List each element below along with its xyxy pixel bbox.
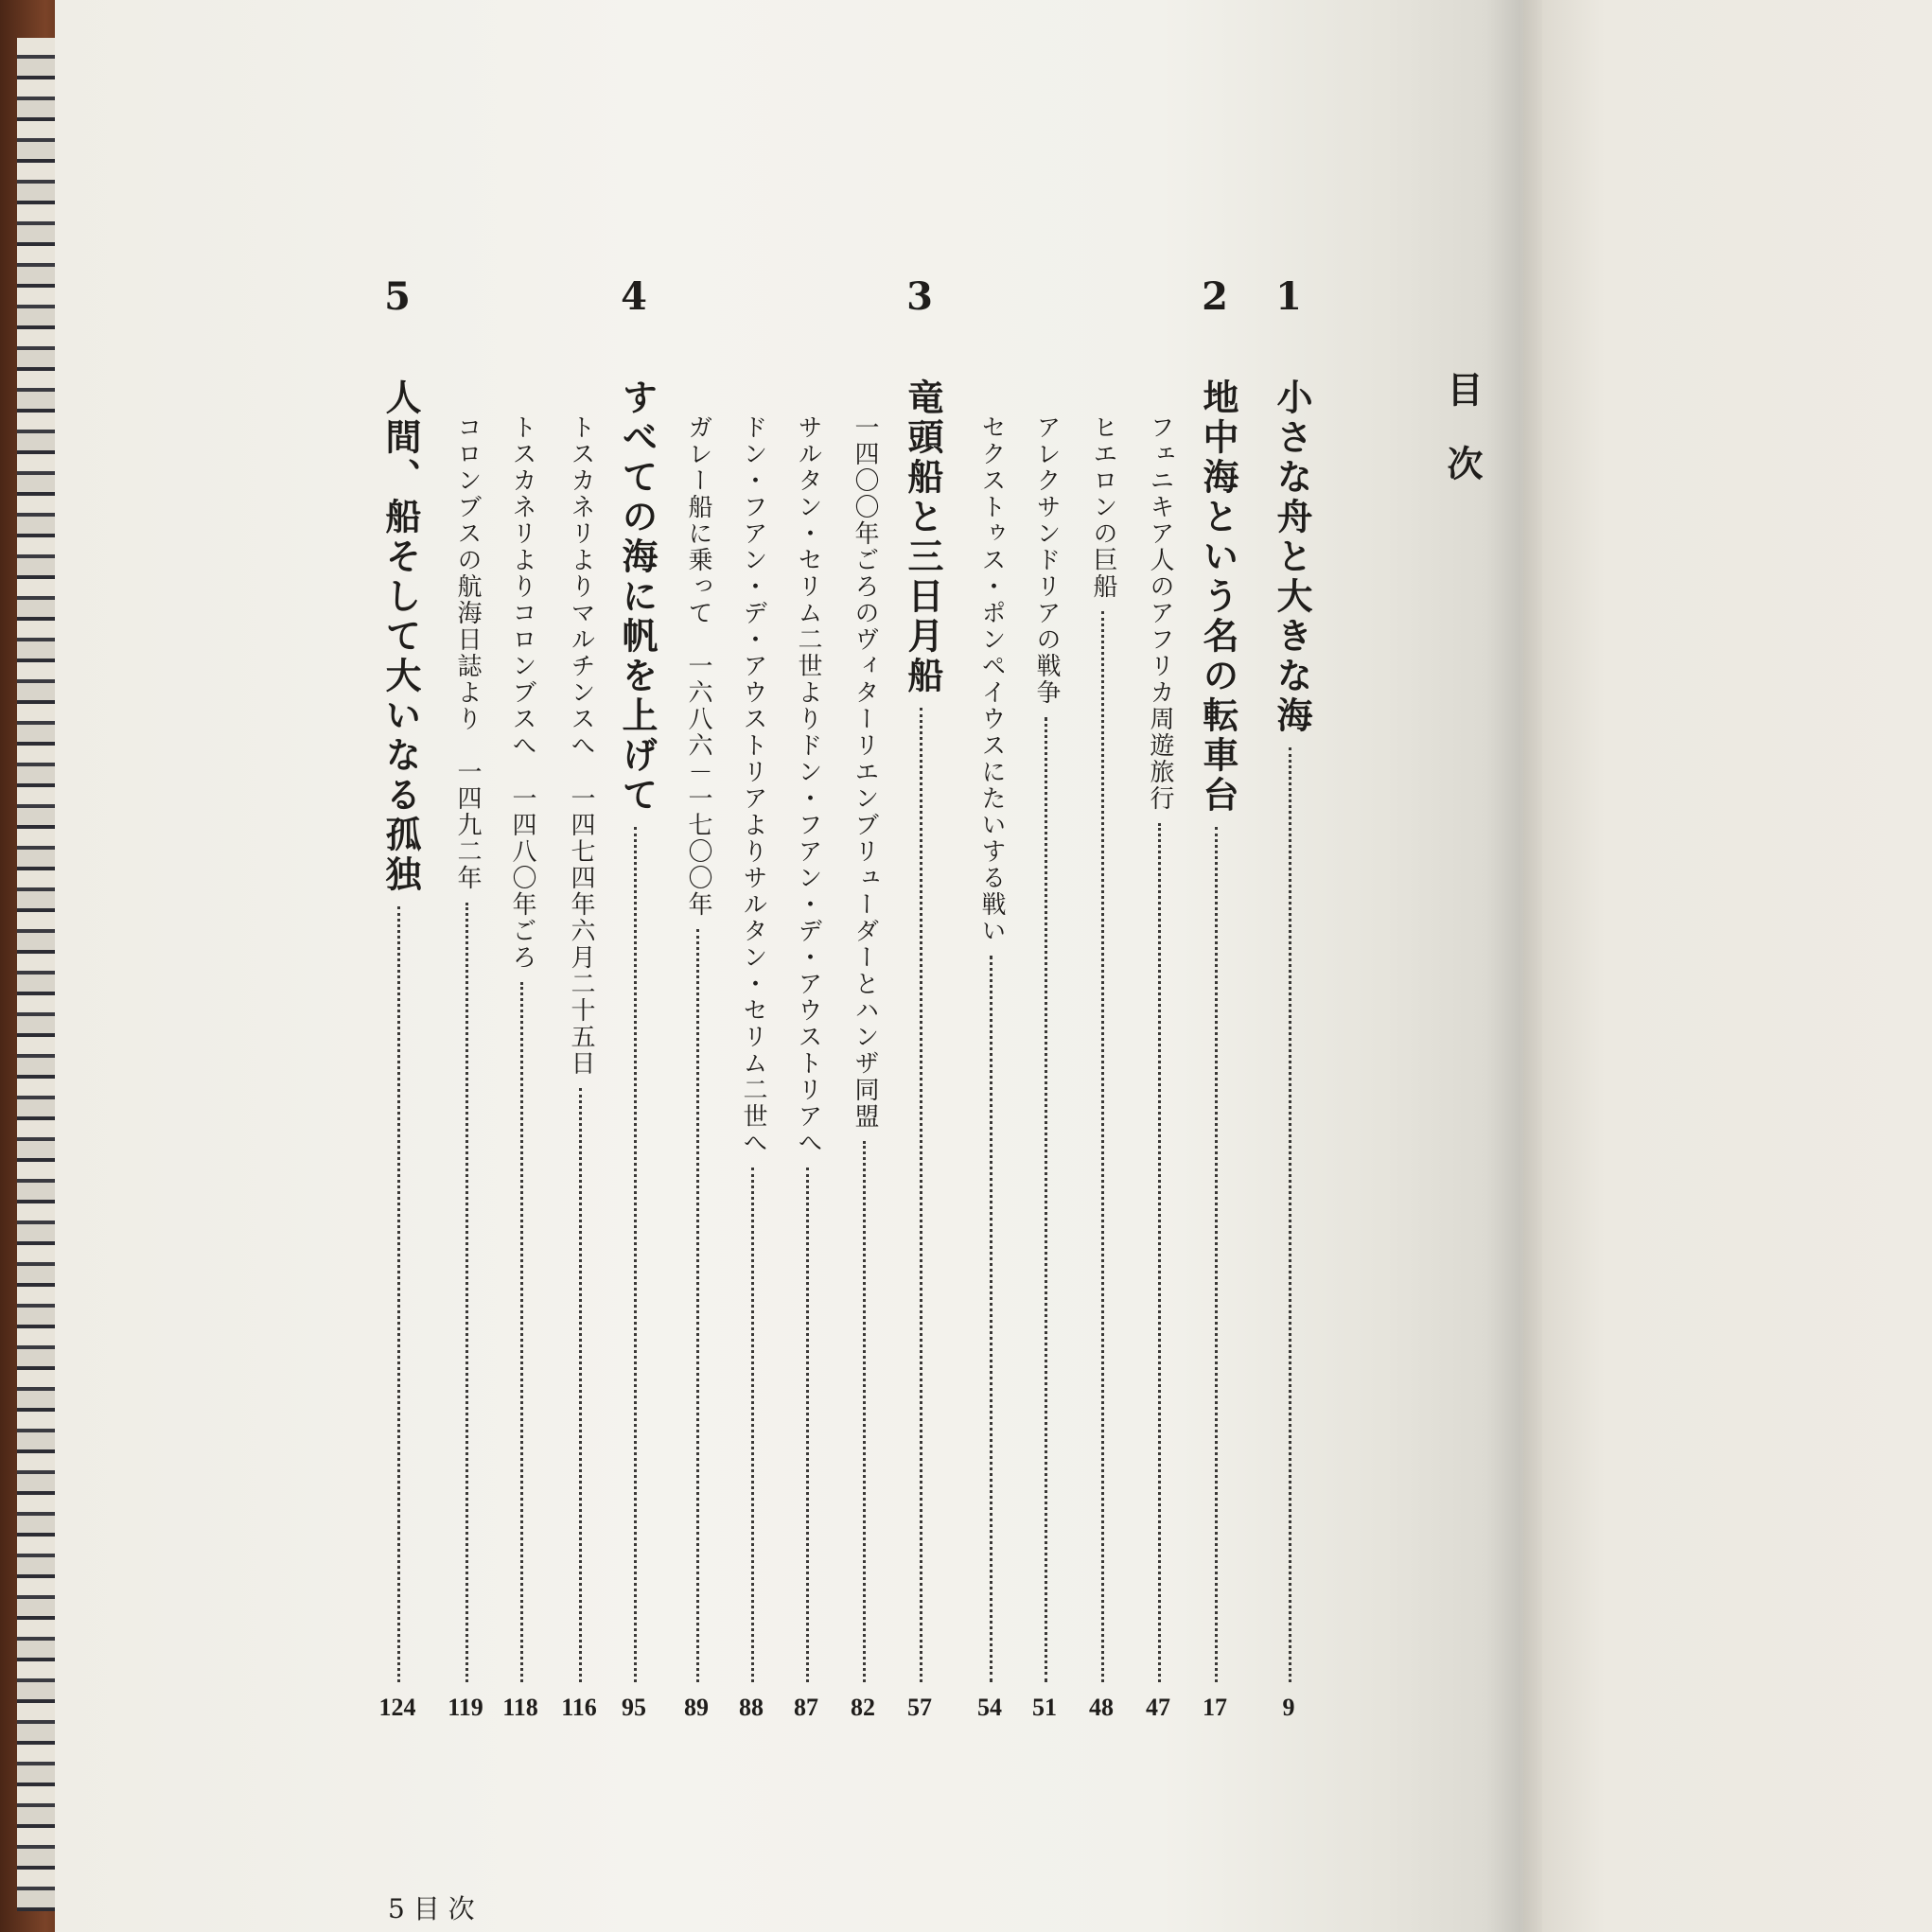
entry-title: セクストゥス・ポンペイウスにたいする戦い [977, 414, 1006, 944]
entry-title: ドン・フアン・デ・アウストリアよりサルタン・セリム二世へ [739, 414, 767, 1156]
toc-entry[interactable] [377, 274, 422, 1817]
dot-leader [806, 1168, 809, 1682]
chapter-number: 2 [1202, 274, 1228, 319]
page-number: 57 [907, 1694, 932, 1721]
toc-entry[interactable] [613, 274, 659, 1817]
page-number: 51 [1032, 1694, 1057, 1721]
chapter-number: 3 [906, 274, 933, 319]
dot-leader [696, 929, 699, 1682]
entry-title: サルタン・セリム二世よりドン・フアン・デ・アウストリアへ [794, 414, 822, 1156]
dot-leader [520, 982, 523, 1682]
dot-leader [863, 1141, 866, 1682]
dot-leader [634, 827, 637, 1682]
toc-entry[interactable] [1024, 284, 1065, 1817]
toc-entry[interactable] [500, 284, 541, 1817]
entry-title: ヒエロンの巨船 [1089, 414, 1117, 600]
dot-leader [1158, 823, 1161, 1682]
entry-title: トスカネリよりマルチンスへ 一四七四年六月二十五日 [567, 414, 595, 1077]
page-number: 95 [622, 1694, 646, 1721]
page-number: 88 [739, 1694, 764, 1721]
page-number: 48 [1089, 1694, 1114, 1721]
dot-leader [920, 708, 922, 1682]
entry-title: 竜頭船と三日月船 [902, 378, 944, 696]
toc-entry[interactable] [676, 284, 717, 1817]
chapter-number: 5 [384, 274, 411, 319]
page-number: 118 [502, 1694, 538, 1721]
page-number: 47 [1146, 1694, 1170, 1721]
dot-leader [1045, 717, 1047, 1682]
toc-entry[interactable] [842, 284, 884, 1817]
dot-leader [465, 903, 468, 1682]
toc-entry[interactable] [558, 284, 600, 1817]
page-fold-shadow [1485, 0, 1542, 1932]
entry-title: 人間、船そして大いなる孤独 [379, 378, 422, 895]
chapter-number: 4 [621, 274, 647, 319]
page-number: 119 [448, 1694, 483, 1721]
page-number: 17 [1203, 1694, 1227, 1721]
dot-leader [579, 1088, 582, 1682]
page-number: 89 [684, 1694, 709, 1721]
toc-entry[interactable] [1268, 274, 1313, 1817]
toc-entry[interactable] [969, 284, 1010, 1817]
page-number: 82 [851, 1694, 875, 1721]
page-number: 87 [794, 1694, 818, 1721]
toc-entry[interactable] [445, 284, 486, 1817]
toc-heading: 目次 [1441, 371, 1484, 518]
chapter-number: 1 [1275, 274, 1302, 319]
entry-title: 小さな舟と大きな海 [1271, 378, 1313, 736]
toc-entry[interactable] [730, 284, 772, 1817]
dot-leader [1215, 827, 1218, 1682]
page-number: 54 [977, 1694, 1002, 1721]
toc-entry[interactable] [899, 274, 944, 1817]
entry-title: コロンブスの航海日誌より 一四九二年 [453, 414, 482, 891]
entry-title: トスカネリよりコロンブスへ 一四八〇年ごろ [508, 414, 536, 971]
toc-entry[interactable] [785, 284, 827, 1817]
entry-title: アレクサンドリアの戦争 [1032, 414, 1061, 706]
toc-entry[interactable] [1137, 284, 1179, 1817]
page-number: 116 [561, 1694, 597, 1721]
entry-title: 一四〇〇年ごろのヴィターリエンブリューダーとハンザ同盟 [851, 414, 879, 1130]
entry-title: 地中海という名の転車台 [1197, 378, 1239, 816]
opposite-page [1523, 0, 1932, 1932]
dot-leader [751, 1168, 754, 1682]
page-footer: 5 目 次 [388, 1893, 475, 1924]
dot-leader [1101, 611, 1104, 1682]
dot-leader [397, 906, 400, 1682]
toc-entry[interactable] [1080, 284, 1122, 1817]
entry-title: フェニキア人のアフリカ周遊旅行 [1146, 414, 1174, 812]
entry-title: ガレー船に乗って 一六八六－一七〇〇年 [684, 414, 712, 918]
page-number: 9 [1282, 1694, 1295, 1721]
dot-leader [990, 956, 992, 1682]
dot-leader [1289, 747, 1291, 1682]
entry-title: すべての海に帆を上げて [616, 378, 659, 816]
toc-entry[interactable] [1194, 274, 1239, 1817]
page-number: 124 [378, 1694, 416, 1721]
